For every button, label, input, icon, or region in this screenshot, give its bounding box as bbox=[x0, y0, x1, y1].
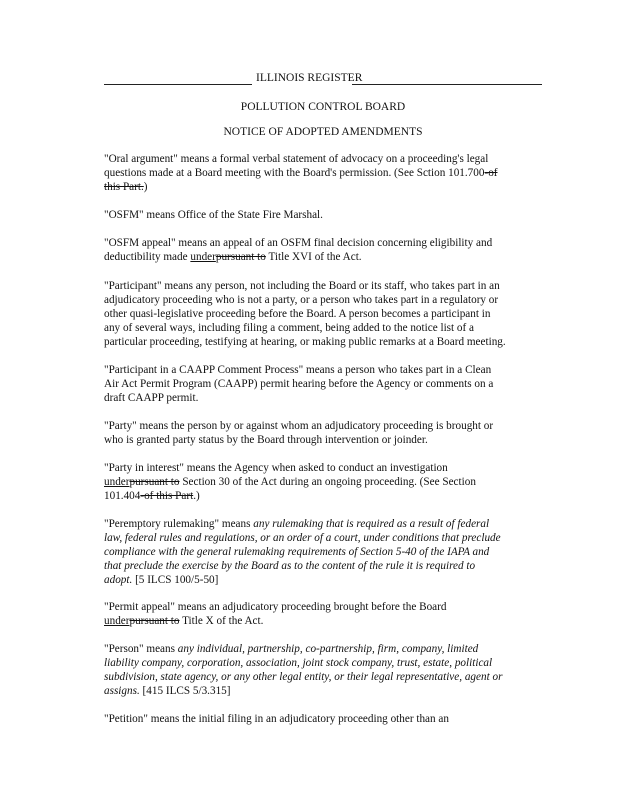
text-segment: .) bbox=[193, 490, 200, 502]
text-line: who is granted party status by the Board through intervention or joinder. bbox=[104, 434, 428, 446]
text-line: compliance with the general rulemaking requirements of Section 5-40 of the IAPA and bbox=[104, 546, 490, 558]
text-line: "Oral argument" means a formal verbal statement of advocacy on a proceeding's legal bbox=[104, 153, 489, 165]
text-segment: questions made at a Board meeting with the Board's permission. (See S bbox=[104, 167, 423, 179]
text-line: "Participant in a CAAPP Comment Process" means a person who takes part in a Clean bbox=[104, 364, 492, 376]
text-line: "Party in interest" means the Agency when asked to conduct an investigation bbox=[104, 462, 448, 474]
definition-party-in-interest bbox=[104, 461, 544, 503]
text-segment: ) bbox=[143, 181, 148, 193]
text-segment: ction 101.700 bbox=[422, 167, 485, 179]
definition-osfm bbox=[104, 208, 544, 222]
text-line: draft CAAPP permit. bbox=[104, 392, 199, 404]
struck-text: -of this Part bbox=[140, 490, 194, 502]
inserted-text: under bbox=[104, 476, 130, 488]
text-line bbox=[104, 166, 544, 180]
struck-text: pursuant to bbox=[129, 615, 180, 627]
text-line: liability company, corporation, association, joint stock company, trust, estate, political bbox=[104, 657, 493, 669]
quoted-statute-text: assigns. bbox=[104, 685, 140, 697]
inserted-text: under bbox=[104, 615, 130, 627]
text-line: particular proceeding, testifying at hearing, or making public remarks at a Board meeting. bbox=[104, 336, 506, 348]
text-line bbox=[104, 250, 544, 264]
text-line: "Petition" means the initial filing in an adjudicatory proceeding other than an bbox=[104, 713, 449, 725]
definition-oral-argument bbox=[104, 152, 544, 194]
quoted-statute-text: adopt. bbox=[104, 574, 133, 586]
text-line: "Participant" means any person, not including the Board or its staff, who takes part in an bbox=[104, 280, 500, 292]
text-segment: Title X of the Act. bbox=[179, 615, 264, 627]
text-line: any of several ways, including filing a comment, being added to the notice list of a bbox=[104, 322, 475, 334]
text-segment: Section 30 of the Act during an ongoing proceeding. (See Section bbox=[179, 476, 476, 488]
quoted-statute-text: any rulemaking that is required as a result of federal bbox=[253, 518, 490, 530]
text-line bbox=[104, 489, 544, 503]
text-segment: "Peremptory rulemaking" means bbox=[104, 518, 254, 530]
definition-peremptory-rulemaking bbox=[104, 517, 544, 587]
text-line: "OSFM" means Office of the State Fire Marshal. bbox=[104, 209, 323, 221]
definition-participant-caapp bbox=[104, 363, 544, 405]
text-line: "Party" means the person by or against whom an adjudicatory proceeding is brought or bbox=[104, 420, 494, 432]
text-line bbox=[104, 573, 544, 587]
text-line bbox=[104, 684, 544, 698]
citation: [5 ILCS 100/5-50] bbox=[132, 574, 219, 586]
struck-text: pursuant to bbox=[215, 251, 266, 263]
text-line bbox=[104, 517, 544, 531]
text-line: law, federal rules and regulations, or an order of a court, under conditions that preclude bbox=[104, 532, 501, 544]
text-line: Air Act Permit Program (CAAPP) permit hearing before the Agency or comments on a bbox=[104, 378, 494, 390]
inserted-text: under bbox=[190, 251, 216, 263]
text-line bbox=[104, 180, 544, 194]
text-segment: 101.404 bbox=[104, 490, 141, 502]
definition-party bbox=[104, 419, 544, 447]
text-segment: "Person" means bbox=[104, 643, 178, 655]
text-line: subdivision, state agency, or any other legal entity, or their legal representative, agent or bbox=[104, 671, 503, 683]
header-rule-right bbox=[352, 84, 542, 85]
struck-text: this Part. bbox=[104, 181, 144, 193]
definition-person bbox=[104, 642, 544, 698]
header-rule-left bbox=[104, 84, 252, 85]
text-line: adjudicatory proceeding who is not a party, or a person who takes part in a regulatory or bbox=[104, 294, 499, 306]
citation: [415 ILCS 5/3.315] bbox=[139, 685, 231, 697]
struck-text: -of bbox=[484, 167, 498, 179]
text-segment: deductibility made bbox=[104, 251, 191, 263]
text-line: that preclude the exercise by the Board as to the content of the rule it is required to bbox=[104, 560, 476, 572]
struck-text: pursuant to bbox=[129, 476, 180, 488]
text-line: other quasi-legislative proceeding before the Board. A person becomes a participant in bbox=[104, 308, 491, 320]
text-segment: Title XVI of the Act. bbox=[265, 251, 362, 263]
definition-permit-appeal bbox=[104, 600, 544, 628]
definition-petition bbox=[104, 712, 544, 726]
board-title: POLLUTION CONTROL BOARD bbox=[240, 101, 406, 113]
text-line bbox=[104, 642, 544, 656]
text-line: "Permit appeal" means an adjudicatory proceeding brought before the Board bbox=[104, 601, 447, 613]
text-line: "OSFM appeal" means an appeal of an OSFM final decision concerning eligibility and bbox=[104, 237, 493, 249]
notice-title: NOTICE OF ADOPTED AMENDMENTS bbox=[223, 126, 423, 138]
register-title: ILLINOIS REGISTER bbox=[256, 72, 363, 84]
text-line bbox=[104, 614, 544, 628]
quoted-statute-text: any individual, partnership, co-partnership, firm, company, limited bbox=[177, 643, 479, 655]
definition-osfm-appeal bbox=[104, 236, 544, 264]
text-line bbox=[104, 475, 544, 489]
definition-participant bbox=[104, 279, 544, 349]
